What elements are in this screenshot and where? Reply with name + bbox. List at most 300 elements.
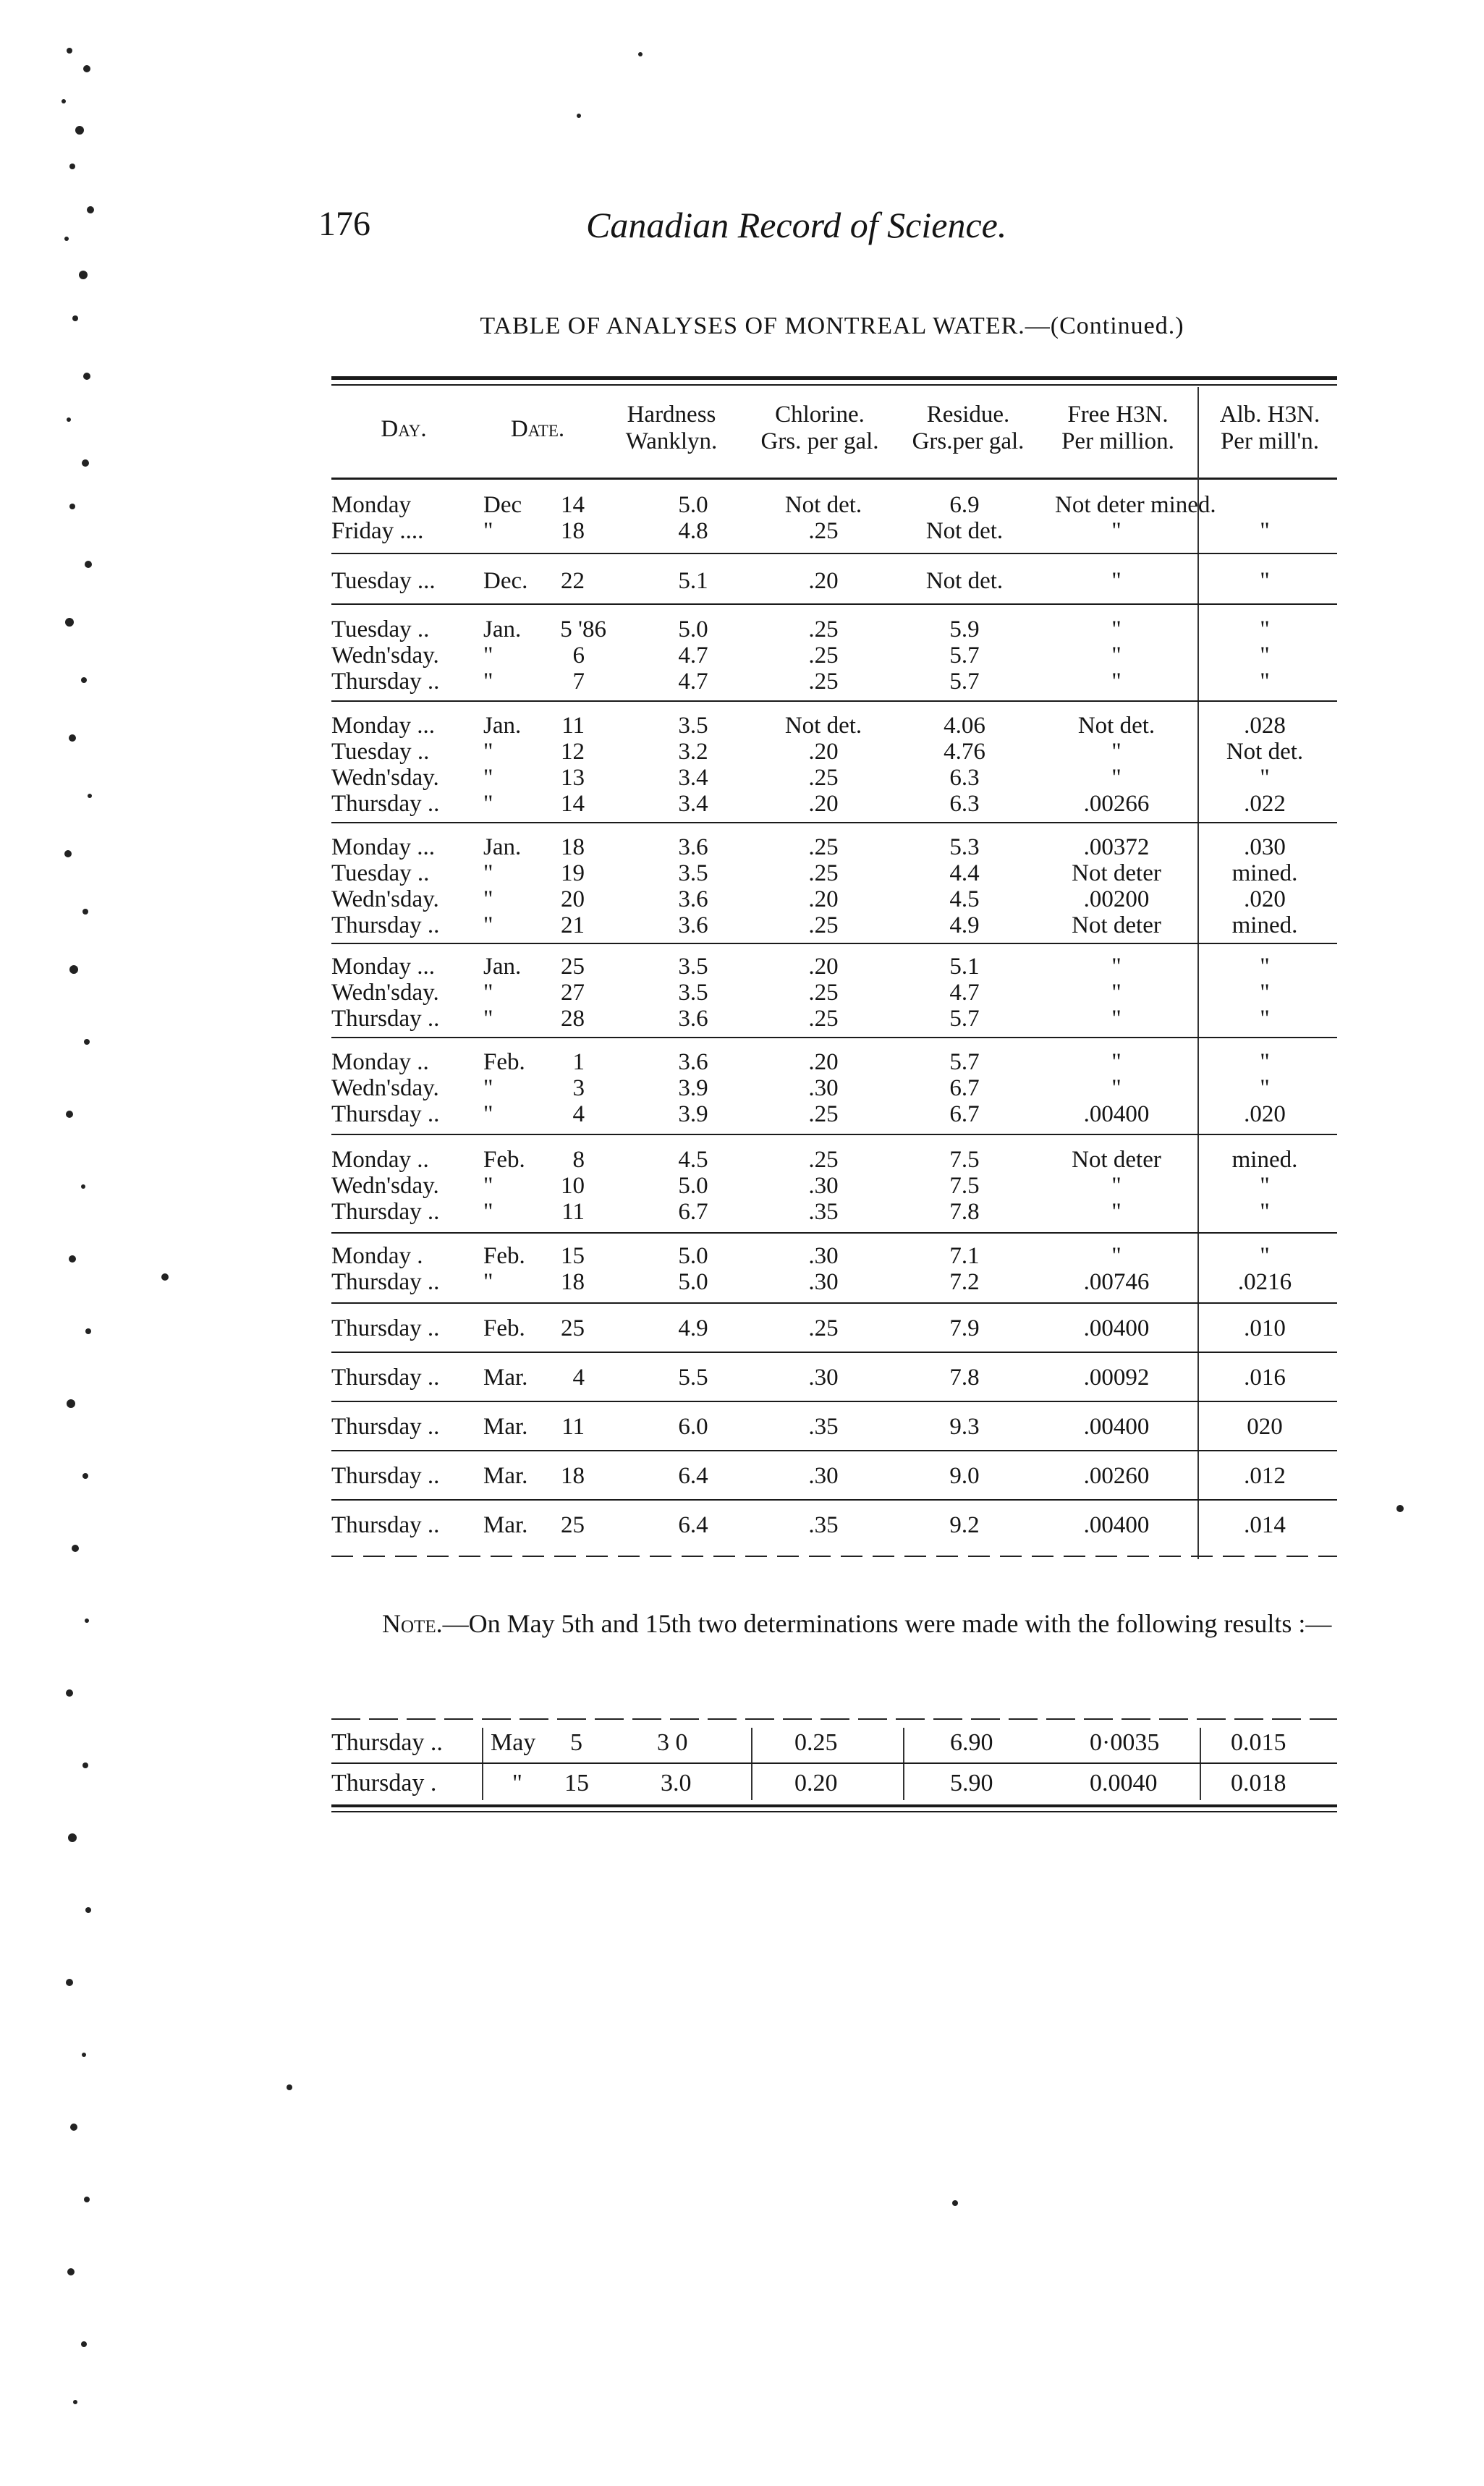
cell-albuminoid-ammonia: " — [1260, 1173, 1270, 1199]
cell-day: Wedn'sday. — [331, 980, 439, 1006]
group-rule — [331, 1352, 1337, 1353]
cell-day: Wedn'sday. — [331, 1075, 439, 1101]
header-hardness — [599, 402, 744, 455]
group-rule — [331, 943, 1337, 944]
cell-free-ammonia: .00400 — [1083, 1512, 1150, 1538]
cell-month: Dec — [483, 492, 522, 518]
cell-date: 25 — [561, 1315, 585, 1341]
cell-hardness: 5.0 — [678, 492, 708, 518]
cell-free-ammonia: Not deter — [1072, 1147, 1161, 1173]
cell-chlorine: .25 — [808, 616, 839, 642]
header-hardness-line2: Wanklyn. — [625, 428, 718, 454]
cell-date: 4 — [572, 1365, 585, 1391]
cell-date: 22 — [561, 568, 585, 594]
table-row — [331, 1365, 1337, 1391]
cell-albuminoid-ammonia: " — [1260, 954, 1270, 980]
cell-free-ammonia: " — [1111, 1075, 1122, 1101]
cell-month: " — [483, 1075, 493, 1101]
table-row — [331, 713, 1337, 739]
cell-month: Jan. — [483, 616, 522, 642]
cell-albuminoid-ammonia: mined. — [1231, 912, 1298, 938]
cell-chlorine: .25 — [808, 642, 839, 669]
supplement-divider — [903, 1728, 904, 1800]
cell-chlorine: 0.20 — [794, 1770, 838, 1796]
cell-month: Mar. — [483, 1365, 528, 1391]
cell-free-ammonia: .00092 — [1083, 1365, 1150, 1391]
cell-hardness: 3.0 — [661, 1770, 692, 1796]
table-row — [331, 954, 1337, 980]
cell-month: " — [483, 980, 493, 1006]
cell-month: " — [483, 1101, 493, 1127]
cell-day: Wedn'sday. — [331, 765, 439, 791]
cell-hardness: 3.6 — [678, 834, 708, 860]
cell-albuminoid-ammonia: " — [1260, 1049, 1270, 1075]
cell-residue: 7.1 — [949, 1243, 980, 1269]
cell-chlorine: .30 — [808, 1243, 839, 1269]
cell-hardness: 3.5 — [678, 980, 708, 1006]
cell-date: 1 — [572, 1049, 585, 1075]
cell-month: Mar. — [483, 1512, 528, 1538]
cell-day: Tuesday .. — [331, 860, 430, 886]
cell-free-ammonia: Not deter — [1072, 912, 1161, 938]
table-row — [331, 1315, 1337, 1341]
cell-month: " — [483, 642, 493, 669]
cell-day: Thursday .. — [331, 1512, 440, 1538]
cell-free-ammonia: Not det. — [1077, 713, 1156, 739]
cell-hardness: 4.7 — [678, 642, 708, 669]
cell-albuminoid-ammonia: .012 — [1244, 1463, 1286, 1489]
note-text: —On May 5th and 15th two determinations were made with the following results :— — [442, 1609, 1332, 1638]
cell-month: " — [483, 1199, 493, 1225]
page-header — [318, 204, 1346, 255]
cell-month: Mar. — [483, 1414, 528, 1440]
page-number: 176 — [318, 205, 370, 243]
cell-chlorine: .25 — [808, 1006, 839, 1032]
cell-albuminoid-ammonia: " — [1260, 518, 1270, 544]
cell-chlorine: .25 — [808, 765, 839, 791]
cell-chlorine: .25 — [808, 518, 839, 544]
cell-day: Tuesday ... — [331, 568, 436, 594]
cell-hardness: 6.4 — [678, 1512, 708, 1538]
table-row — [331, 1075, 1337, 1101]
cell-month: Feb. — [483, 1049, 525, 1075]
cell-free-ammonia: .00266 — [1083, 791, 1150, 817]
cell-chlorine: .30 — [808, 1075, 839, 1101]
cell-chlorine: .25 — [808, 834, 839, 860]
cell-chlorine: .20 — [808, 954, 839, 980]
cell-date: 15 — [564, 1770, 589, 1796]
cell-albuminoid-ammonia: " — [1260, 642, 1270, 669]
cell-chlorine: .30 — [808, 1463, 839, 1489]
cell-day: Thursday .. — [331, 1463, 440, 1489]
cell-albuminoid-ammonia: " — [1260, 1199, 1270, 1225]
cell-day: Wedn'sday. — [331, 642, 439, 669]
cell-month: Feb. — [483, 1315, 525, 1341]
cell-albuminoid-ammonia: 0.015 — [1231, 1729, 1286, 1756]
cell-chlorine: .20 — [808, 739, 839, 765]
group-rule — [331, 700, 1337, 702]
cell-albuminoid-ammonia: " — [1260, 980, 1270, 1006]
supplement-divider — [1200, 1728, 1201, 1800]
cell-date: 27 — [561, 980, 585, 1006]
table-row — [331, 1269, 1337, 1295]
cell-residue: 6.3 — [949, 765, 980, 791]
cell-albuminoid-ammonia: mined. — [1231, 1147, 1298, 1173]
cell-hardness: 3.6 — [678, 1049, 708, 1075]
cell-hardness: 3.5 — [678, 713, 708, 739]
cell-day: Friday .... — [331, 518, 424, 544]
cell-hardness: 3.5 — [678, 954, 708, 980]
cell-residue: 4.06 — [944, 713, 985, 739]
cell-residue: 9.2 — [949, 1512, 980, 1538]
cell-hardness: 3.9 — [678, 1101, 708, 1127]
cell-hardness: 4.8 — [678, 518, 708, 544]
cell-date: 19 — [561, 860, 585, 886]
cell-albuminoid-ammonia: .030 — [1244, 834, 1286, 860]
supplement-top-rule — [331, 1718, 1337, 1720]
cell-day: Thursday .. — [331, 1101, 440, 1127]
cell-date: 11 — [561, 1199, 585, 1225]
table-title: TABLE OF ANALYSES OF MONTREAL WATER.—(Continued.) — [480, 313, 1184, 339]
cell-residue: 5.1 — [949, 954, 980, 980]
table-row — [331, 1101, 1337, 1127]
cell-free-ammonia: " — [1111, 954, 1122, 980]
table-row — [331, 642, 1337, 669]
cell-albuminoid-ammonia: Not det. — [1226, 739, 1304, 765]
cell-chlorine: .25 — [808, 912, 839, 938]
cell-residue: 6.9 — [949, 492, 980, 518]
table-row — [331, 1463, 1337, 1489]
cell-free-ammonia: " — [1111, 642, 1122, 669]
cell-albuminoid-ammonia: .0216 — [1237, 1269, 1292, 1295]
cell-free-ammonia: .00400 — [1083, 1315, 1150, 1341]
cell-albuminoid-ammonia: .028 — [1244, 713, 1286, 739]
cell-date: 25 — [561, 1512, 585, 1538]
cell-residue: 4.76 — [944, 739, 985, 765]
header-chlorine-line1: Chlorine. — [775, 402, 865, 428]
cell-date: 18 — [561, 1269, 585, 1295]
cell-chlorine: .25 — [808, 860, 839, 886]
cell-day: Wedn'sday. — [331, 1173, 439, 1199]
cell-hardness: 4.5 — [678, 1147, 708, 1173]
cell-date: 8 — [572, 1147, 585, 1173]
cell-day: Thursday .. — [331, 1365, 440, 1391]
group-rule — [331, 1037, 1337, 1038]
cell-residue: 5.7 — [949, 669, 980, 695]
cell-hardness: 5.1 — [678, 568, 708, 594]
cell-hardness: 6.7 — [678, 1199, 708, 1225]
cell-month: " — [483, 791, 493, 817]
cell-day: Monday ... — [331, 713, 435, 739]
cell-residue: 5.90 — [950, 1770, 993, 1796]
cell-free-ammonia: 0·0035 — [1090, 1729, 1160, 1756]
cell-date: 5 '86 — [560, 616, 606, 642]
cell-hardness: 4.7 — [678, 669, 708, 695]
cell-date: 4 — [572, 1101, 585, 1127]
header-free-line1: Free H3N. — [1067, 402, 1169, 428]
table-row — [331, 492, 1337, 518]
note-label: Note. — [382, 1609, 443, 1638]
cell-day: Thursday .. — [331, 1315, 440, 1341]
table-row — [331, 1147, 1337, 1173]
cell-free-ammonia: " — [1111, 980, 1122, 1006]
header-residue-line2: Grs.per gal. — [912, 428, 1025, 454]
header-chlorine-line2: Grs. per gal. — [760, 428, 879, 454]
cell-free-ammonia: " — [1111, 518, 1122, 544]
cell-date: 14 — [561, 791, 585, 817]
cell-day: Monday . — [331, 1243, 423, 1269]
cell-residue: 4.5 — [949, 886, 980, 912]
cell-free-ammonia: " — [1111, 1199, 1122, 1225]
header-date: Date. — [510, 416, 565, 442]
supplement-divider — [751, 1728, 752, 1800]
cell-chlorine: .25 — [808, 980, 839, 1006]
cell-day: Monday .. — [331, 1147, 429, 1173]
cell-hardness: 3.4 — [678, 791, 708, 817]
cell-month: May — [491, 1729, 536, 1756]
header-day: Day. — [381, 416, 427, 442]
cell-free-ammonia: .00260 — [1083, 1463, 1150, 1489]
cell-day: Thursday . — [331, 1770, 437, 1796]
table-top-rule-thin — [331, 384, 1337, 386]
cell-month: " — [483, 669, 493, 695]
cell-day: Thursday .. — [331, 1199, 440, 1225]
cell-residue: 5.7 — [949, 1006, 980, 1032]
cell-date: 5 — [570, 1729, 582, 1756]
cell-day: Thursday .. — [331, 791, 440, 817]
cell-hardness: 3.5 — [678, 860, 708, 886]
cell-date: 21 — [561, 912, 585, 938]
cell-chlorine: Not det. — [784, 492, 862, 518]
cell-date: 11 — [561, 1414, 585, 1440]
header-alb-line2: Per mill'n. — [1220, 428, 1320, 454]
cell-free-ammonia: " — [1111, 739, 1122, 765]
cell-day: Tuesday .. — [331, 616, 430, 642]
cell-chlorine: .35 — [808, 1414, 839, 1440]
header-bottom-rule — [331, 478, 1337, 480]
table-row — [331, 765, 1337, 791]
group-rule — [331, 1401, 1337, 1402]
cell-ammonia-span: Not deter mined. — [1055, 492, 1216, 518]
cell-date: 7 — [572, 669, 585, 695]
table-row — [331, 739, 1337, 765]
table-bottom-rule — [331, 1556, 1337, 1557]
cell-day: Monday .. — [331, 1049, 429, 1075]
header-residue — [896, 402, 1040, 455]
cell-date: 13 — [561, 765, 585, 791]
cell-hardness: 5.5 — [678, 1365, 708, 1391]
supplement-bottom-rule — [331, 1804, 1337, 1807]
cell-day: Thursday .. — [331, 1269, 440, 1295]
supplement-middle-rule — [331, 1762, 1337, 1764]
cell-albuminoid-ammonia: .016 — [1244, 1365, 1286, 1391]
cell-date: 18 — [561, 518, 585, 544]
cell-residue: 7.8 — [949, 1199, 980, 1225]
cell-albuminoid-ammonia: mined. — [1231, 860, 1298, 886]
cell-date: 15 — [561, 1243, 585, 1269]
table-row — [331, 912, 1337, 938]
cell-day: Monday ... — [331, 834, 435, 860]
table-row — [331, 568, 1337, 594]
cell-hardness: 3.6 — [678, 1006, 708, 1032]
cell-chlorine: .20 — [808, 568, 839, 594]
cell-free-ammonia: 0.0040 — [1090, 1770, 1158, 1796]
cell-hardness: 3.6 — [678, 912, 708, 938]
cell-residue: 5.7 — [949, 642, 980, 669]
cell-free-ammonia: .00200 — [1083, 886, 1150, 912]
cell-day: Monday — [331, 492, 411, 518]
header-residue-line1: Residue. — [926, 402, 1010, 428]
cell-chlorine: .35 — [808, 1512, 839, 1538]
cell-chlorine: .20 — [808, 886, 839, 912]
cell-month: " — [483, 860, 493, 886]
cell-chlorine: Not det. — [784, 713, 862, 739]
group-rule — [331, 553, 1337, 554]
cell-albuminoid-ammonia: 020 — [1247, 1414, 1283, 1440]
cell-albuminoid-ammonia: 0.018 — [1231, 1770, 1286, 1796]
cell-month: Jan. — [483, 954, 522, 980]
cell-date: 11 — [561, 713, 585, 739]
cell-residue: Not det. — [925, 568, 1004, 594]
table-top-rule — [331, 376, 1337, 380]
group-rule — [331, 603, 1337, 605]
table-row — [331, 1173, 1337, 1199]
cell-free-ammonia: .00400 — [1083, 1101, 1150, 1127]
group-rule — [331, 1134, 1337, 1135]
cell-day: Thursday .. — [331, 912, 440, 938]
cell-chlorine: .30 — [808, 1269, 839, 1295]
table-row — [331, 616, 1337, 642]
cell-albuminoid-ammonia: " — [1260, 1006, 1270, 1032]
group-rule — [331, 1450, 1337, 1451]
cell-residue: 7.2 — [949, 1269, 980, 1295]
cell-month: " — [483, 912, 493, 938]
cell-hardness: 5.0 — [678, 1269, 708, 1295]
table-row — [331, 1512, 1337, 1538]
header-free-ammonia — [1042, 402, 1194, 455]
cell-hardness: 6.0 — [678, 1414, 708, 1440]
cell-chlorine: .25 — [808, 1101, 839, 1127]
cell-month: Feb. — [483, 1147, 525, 1173]
group-rule — [331, 822, 1337, 823]
cell-month: " — [483, 739, 493, 765]
cell-day: Wedn'sday. — [331, 886, 439, 912]
running-title: Canadian Record of Science. — [586, 205, 1007, 245]
cell-chlorine: .25 — [808, 669, 839, 695]
cell-chlorine: .20 — [808, 1049, 839, 1075]
cell-date: 18 — [561, 1463, 585, 1489]
cell-albuminoid-ammonia: .020 — [1244, 886, 1286, 912]
cell-residue: 6.7 — [949, 1101, 980, 1127]
cell-free-ammonia: .00400 — [1083, 1414, 1150, 1440]
group-rule — [331, 1302, 1337, 1304]
group-rule — [331, 1499, 1337, 1501]
cell-date: 6 — [572, 642, 585, 669]
cell-free-ammonia: " — [1111, 765, 1122, 791]
cell-month: Mar. — [483, 1463, 528, 1489]
table-row — [331, 1199, 1337, 1225]
cell-month: " — [483, 765, 493, 791]
table-row — [331, 791, 1337, 817]
cell-date: 3 — [572, 1075, 585, 1101]
cell-month: Dec. — [483, 568, 528, 594]
cell-albuminoid-ammonia: " — [1260, 1075, 1270, 1101]
cell-residue: 7.9 — [949, 1315, 980, 1341]
cell-chlorine: .20 — [808, 791, 839, 817]
cell-month: Jan. — [483, 834, 522, 860]
cell-residue: 9.3 — [949, 1414, 980, 1440]
cell-albuminoid-ammonia: " — [1260, 568, 1270, 594]
cell-day: Thursday .. — [331, 669, 440, 695]
cell-residue: 4.9 — [949, 912, 980, 938]
cell-hardness: 3.6 — [678, 886, 708, 912]
cell-month: " — [483, 518, 493, 544]
cell-date: 12 — [561, 739, 585, 765]
cell-date: 28 — [561, 1006, 585, 1032]
cell-chlorine: .30 — [808, 1365, 839, 1391]
cell-free-ammonia: " — [1111, 1006, 1122, 1032]
cell-free-ammonia: " — [1111, 616, 1122, 642]
cell-chlorine: .25 — [808, 1147, 839, 1173]
cell-date: 10 — [561, 1173, 585, 1199]
note-paragraph — [331, 1606, 1337, 1641]
cell-hardness: 5.0 — [678, 1173, 708, 1199]
table-row — [331, 980, 1337, 1006]
cell-residue: 6.3 — [949, 791, 980, 817]
cell-free-ammonia: " — [1111, 1243, 1122, 1269]
supplement-divider — [482, 1728, 483, 1800]
cell-day: Thursday .. — [331, 1006, 440, 1032]
cell-residue: 4.7 — [949, 980, 980, 1006]
table-row — [331, 518, 1337, 544]
table-row — [331, 886, 1337, 912]
cell-date: 20 — [561, 886, 585, 912]
table-row — [331, 1006, 1337, 1032]
cell-month: " — [483, 886, 493, 912]
cell-hardness: 3.4 — [678, 765, 708, 791]
cell-month: " — [483, 1269, 493, 1295]
cell-hardness: 4.9 — [678, 1315, 708, 1341]
group-rule — [331, 1232, 1337, 1234]
cell-albuminoid-ammonia: .022 — [1244, 791, 1286, 817]
cell-date: 18 — [561, 834, 585, 860]
cell-albuminoid-ammonia: .010 — [1244, 1315, 1286, 1341]
table-row — [331, 1414, 1337, 1440]
cell-albuminoid-ammonia: .014 — [1244, 1512, 1286, 1538]
cell-free-ammonia: .00372 — [1083, 834, 1150, 860]
cell-day: Thursday .. — [331, 1414, 440, 1440]
cell-hardness: 3 0 — [657, 1729, 688, 1756]
cell-hardness: 3.9 — [678, 1075, 708, 1101]
cell-residue: 4.4 — [949, 860, 980, 886]
cell-hardness: 5.0 — [678, 616, 708, 642]
table-row — [331, 834, 1337, 860]
cell-residue: 6.90 — [950, 1729, 993, 1756]
cell-residue: Not det. — [925, 518, 1004, 544]
table-row — [331, 1243, 1337, 1269]
cell-albuminoid-ammonia: " — [1260, 616, 1270, 642]
cell-residue: 9.0 — [949, 1463, 980, 1489]
header-alb-line1: Alb. H3N. — [1219, 402, 1320, 428]
header-albuminoid-ammonia — [1201, 402, 1339, 455]
cell-day: Thursday .. — [331, 1729, 443, 1756]
cell-hardness: 6.4 — [678, 1463, 708, 1489]
cell-day: Monday ... — [331, 954, 435, 980]
cell-month: " — [483, 1173, 493, 1199]
cell-albuminoid-ammonia: " — [1260, 669, 1270, 695]
cell-hardness: 3.2 — [678, 739, 708, 765]
table-row — [331, 669, 1337, 695]
